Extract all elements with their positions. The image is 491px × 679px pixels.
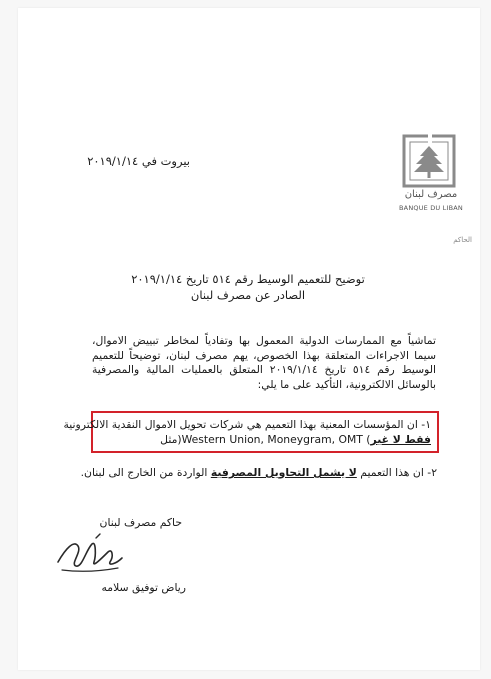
letter-subject [128, 271, 368, 303]
highlighted-item-1 [63, 411, 439, 453]
handwritten-signature [52, 528, 132, 580]
letter-page [18, 8, 480, 670]
subject-line-1: توضيح للتعميم الوسيط رقم ٥١٤ تاريخ ٢٠١٩/١/١٤ [131, 272, 365, 286]
signatory-title: حاكم مصرف لبنان [99, 516, 182, 529]
governor-tag: الحاكم [453, 236, 472, 244]
item2-emphasis: لا يشمل التحاويل المصرفية [210, 466, 357, 479]
item1-emphasis: فقط لا غير [370, 433, 431, 446]
logo-arabic-name: مصرف لبنان [404, 189, 458, 200]
item1-line-1: ١- ان المؤسسات المعنية بهذا التعميم هي شركات تحويل الاموال النقدية الالكترونية [63, 418, 431, 431]
item-2: ٢- ان هذا التعميم لا يشمل التحاويل المصرفية الواردة من الخارج الى لبنان. [80, 466, 437, 479]
signatory-name: رياض توفيق سلامه [101, 581, 186, 594]
cedar-logo-icon [402, 134, 456, 188]
item1-companies: Western Union, Moneygram, OMT [181, 433, 363, 446]
subject-line-2: الصادر عن مصرف لبنان [190, 288, 306, 302]
item1-line-2: فقط لا غير) Western Union, Moneygram, OMT(مثل [160, 433, 431, 446]
body-paragraph: تماشياً مع الممارسات الدولية المعمول بها وتفادياً لمخاطر تبييض الاموال، سيما الاجراءات المتعلقة بهذا الخصوص، يهم مصرف لبنان، توضيحاً للتعميم الوسيط رقم ٥١٤ تاريخ ٢٠١٩/١/١٤ المتعلق بالعمليات المالية والمصرفية بالوسائل الالكترونية، التأكيد على ما يلي: [92, 334, 436, 391]
logo-french-name: BANQUE DU LIBAN [399, 204, 463, 212]
letter-date: بيروت في ٢٠١٩/١/١٤ [87, 154, 190, 168]
banque-du-liban-logo [400, 134, 462, 230]
